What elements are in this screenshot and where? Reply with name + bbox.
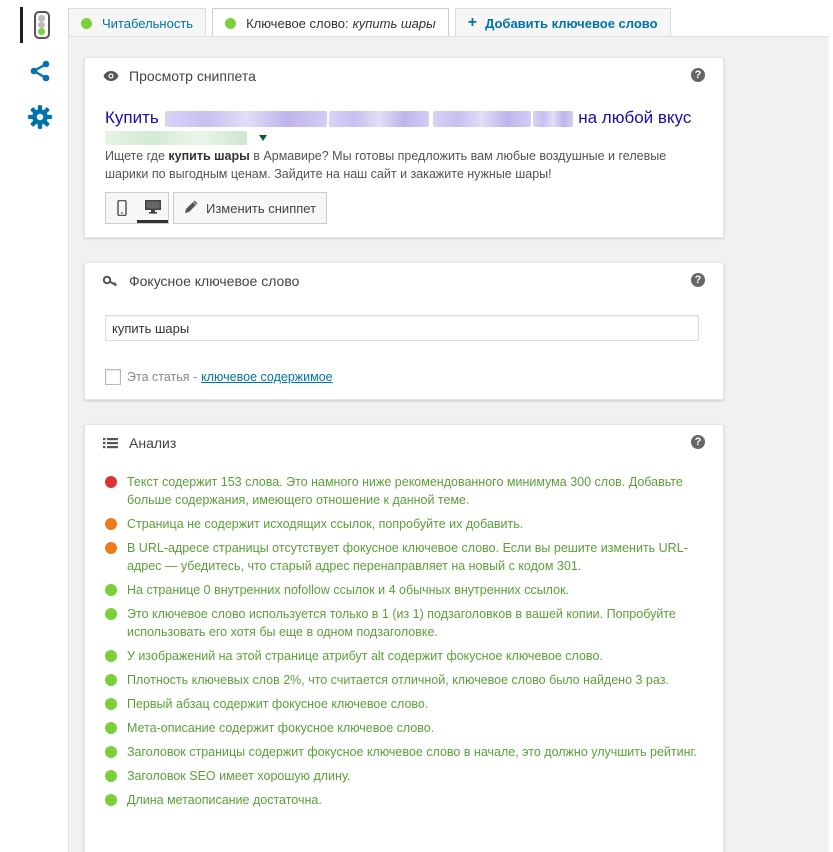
redacted-text — [533, 111, 573, 127]
redacted-url — [105, 131, 247, 145]
cornerstone-option — [105, 369, 333, 385]
analysis-result-text: Длина метаописание достаточна. — [127, 793, 322, 807]
readability-analysis-tab[interactable] — [20, 7, 60, 43]
desktop-preview-button[interactable] — [137, 193, 168, 223]
gear-icon — [27, 104, 53, 130]
redacted-text — [165, 111, 327, 127]
status-dot-green — [105, 746, 117, 758]
analysis-result-item — [105, 671, 705, 689]
analysis-result-text: Заголовок страницы содержит фокусное ключевое слово в начале, это должно улучшить рейтинг. — [127, 745, 697, 759]
analysis-result-text: Мета-описание содержит фокусное ключевое слово. — [127, 721, 435, 735]
help-icon[interactable]: ? — [691, 435, 705, 449]
status-dot-green — [105, 794, 117, 806]
analysis-result-item — [105, 743, 705, 761]
analysis-result-item — [105, 647, 705, 665]
preview-mode-switch — [105, 192, 169, 224]
status-dot-green — [105, 650, 117, 662]
card-title: Анализ — [129, 435, 177, 451]
cornerstone-link[interactable]: ключевое содержимое — [201, 370, 333, 384]
analysis-result-text: Первый абзац содержит фокусное ключевое слово. — [127, 697, 429, 711]
analysis-result-item — [105, 605, 705, 641]
analysis-result-item — [105, 539, 705, 575]
snippet-title-start: Купить — [105, 108, 159, 127]
help-icon[interactable]: ? — [691, 273, 705, 287]
status-dot — [225, 18, 236, 29]
status-dot-green — [105, 698, 117, 710]
analysis-result-text: Плотность ключевых слов 2%, что считается отличной, ключевое слово было найдено 3 раз. — [127, 673, 669, 687]
key-icon — [103, 275, 121, 287]
analysis-result-text: На странице 0 внутренних nofollow ссылок и 4 обычных внутренних ссылок. — [127, 583, 570, 597]
status-dot-green — [105, 722, 117, 734]
card-header — [85, 58, 723, 94]
analysis-result-item — [105, 581, 705, 599]
analysis-results-list — [105, 473, 705, 815]
card-header — [85, 263, 723, 299]
analysis-result-item — [105, 791, 705, 809]
snippet-title-end: на любой вкус — [578, 108, 692, 127]
snippet-url — [105, 131, 267, 145]
analysis-result-item — [105, 767, 705, 785]
analysis-result-text: Это ключевое слово используется только в 1 (из 1) подзаголовков в вашей копии. Попробуйте использовать его хотя бы еще в одном подзаголовке. — [127, 607, 676, 639]
tab-readability[interactable] — [68, 8, 206, 37]
tab-label: Читабельность — [102, 15, 194, 31]
analysis-result-text: Текст содержит 153 слова. Это намного ниже рекомендованного минимума 300 слов. Добавьте больше содержания, имеющего отношение к данной теме. — [127, 475, 683, 507]
analysis-result-item — [105, 473, 705, 509]
status-dot-green — [105, 608, 117, 620]
list-icon — [103, 437, 121, 449]
mobile-icon — [117, 200, 127, 216]
tab-keyword[interactable] — [212, 8, 449, 38]
snippet-title[interactable] — [105, 108, 691, 128]
tab-label: Ключевое слово: — [246, 16, 349, 31]
redacted-text — [329, 111, 429, 127]
analysis-result-text: Страница не содержит исходящих ссылок, попробуйте их добавить. — [127, 517, 524, 531]
help-icon[interactable]: ? — [691, 68, 705, 82]
plus-icon: + — [467, 14, 478, 31]
tab-keyword-value: купить шары — [352, 16, 436, 31]
snippet-preview-card — [84, 57, 724, 238]
desktop-icon — [144, 199, 162, 215]
analysis-result-item — [105, 719, 705, 737]
card-title: Фокусное ключевое слово — [129, 273, 300, 289]
analysis-result-text: У изображений на этой странице атрибут alt содержит фокусное ключевое слово. — [127, 649, 603, 663]
status-dot-green — [105, 770, 117, 782]
eye-icon — [103, 70, 121, 82]
status-dot-orange — [105, 518, 117, 530]
caret-down-icon — [259, 135, 267, 141]
snippet-description: Ищете где купить шары в Армавире? Мы готовы предложить вам любые воздушные и гелевые шарики по выгодным ценам. Зайдите на наш сайт и закажите нужные шары! — [105, 149, 667, 181]
focus-keyword-input[interactable]: купить шары — [105, 315, 699, 341]
card-header — [85, 425, 723, 461]
social-tab[interactable] — [20, 53, 60, 89]
analysis-tabs — [68, 8, 677, 37]
focus-keyword-card — [84, 262, 724, 400]
status-dot-green — [105, 674, 117, 686]
edit-snippet-label: Изменить сниппет — [206, 200, 317, 216]
sidebar-rail — [0, 0, 62, 852]
add-keyword-button[interactable] — [455, 8, 671, 37]
advanced-settings-tab[interactable] — [20, 99, 60, 135]
share-icon — [28, 59, 52, 83]
mobile-preview-button[interactable] — [106, 193, 137, 223]
checkbox-label: Эта статья - — [127, 370, 198, 384]
analysis-result-text: Заголовок SEO имеет хорошую длину. — [127, 769, 351, 783]
analysis-result-text: В URL-адресе страницы отсутствует фокусное ключевое слово. Если вы решите изменить URL-адрес — убедитесь, что старый адрес перенаправляет на новый с кодом 301. — [127, 541, 688, 573]
status-dot-green — [105, 584, 117, 596]
status-dot-orange — [105, 542, 117, 554]
analysis-result-item — [105, 695, 705, 713]
cornerstone-checkbox[interactable] — [105, 369, 121, 385]
redacted-text — [433, 111, 531, 127]
edit-snippet-button[interactable] — [173, 192, 327, 224]
card-title: Просмотр сниппета — [129, 68, 256, 84]
status-dot — [81, 18, 92, 29]
analysis-result-item — [105, 515, 705, 533]
analysis-card — [84, 424, 724, 852]
status-dot-red — [105, 476, 117, 488]
tab-label: Добавить ключевое слово — [485, 15, 658, 31]
pencil-icon — [184, 200, 198, 217]
traffic-light-icon — [34, 11, 50, 39]
